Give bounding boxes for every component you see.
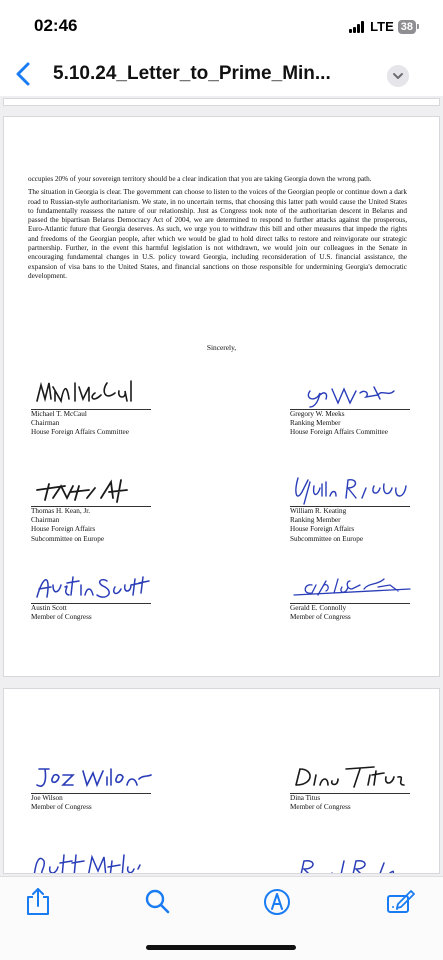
signature-block [31,571,181,622]
previous-page-edge [3,98,440,106]
signatory-title: Subcommittee on Europe [290,534,364,543]
signature-block [31,474,181,544]
signature-block [290,377,440,438]
network-type: LTE [370,19,394,34]
document-page-4 [3,116,440,677]
signatory-title: House Foreign Affairs [31,525,96,534]
annotate-icon[interactable] [384,886,416,918]
nav-bar [0,52,443,96]
signatory-title: Ranking Member [290,419,341,428]
kean-signature [31,474,161,506]
signatory-name: Gerald E. Connolly [290,604,347,612]
signatory-title: Member of Congress [31,613,92,622]
mccaul-signature [31,377,161,409]
battery-icon: 38 [398,20,416,34]
status-bar [0,0,443,52]
signatory-name: William R. Keating [290,507,347,515]
status-time: 02:46 [34,16,78,35]
letter-paragraph: The situation in Georgia is clear. The government can choose to listen to the voices of the Georgian people or continue down a dark road to Russian-style authoritarianism. We state, in no uncertain terms, that choosing this latter path would cause the United States to fundamentally reassess the nature of our relationship. Just as Congress took note of the authoritarian descent in Belarus and passed the bipartisan Belarus Democracy Act of 2004, we are determined to respond to further attacks against the prosperous, Euro-Atlantic future that Georgia deserves. As such, we urge you to withdraw this bill and other measures that impede the rights and freedoms of the Georgian people, after which we would be glad to hold direct talks to restore and reinvigorate our strategic partnership. Further, in the event this harmful legislation is not withdrawn, we would join our colleagues in the Senate in encouraging fundamental changes in U.S. policy toward Georgia, including reconsideration of U.S. financial assistance, the expansion of visa bans to the United States, and financial sanctions on those responsible for undermining Georgia's democratic development. [28,188,407,280]
signatory-name: Joe Wilson [31,794,63,802]
share-icon[interactable] [22,886,54,918]
cellular-signal-icon [349,21,365,33]
signatory-title: House Foreign Affairs [290,525,355,534]
meeks-signature [290,377,420,409]
signatory-title: Member of Congress [31,803,92,812]
connolly-signature [290,571,420,603]
wilson-signature [31,761,161,793]
scott-signature [31,571,161,603]
document-page-5 [3,688,440,874]
partial-signature [28,849,168,874]
signatory-title: Member of Congress [290,613,351,622]
document-title[interactable]: 5.10.24_Letter_to_Prime_Min... [53,63,331,84]
signature-block [290,761,440,812]
letter-body [28,175,407,285]
bottom-toolbar [0,876,443,960]
signatory-name: Thomas H. Kean, Jr. [31,507,91,515]
signatory-name: Austin Scott [31,604,67,612]
signature-block [290,571,440,622]
titus-signature [290,761,420,793]
signatory-title: Ranking Member [290,516,341,525]
markup-icon[interactable] [261,886,293,918]
back-chevron-icon[interactable] [11,61,37,87]
signatory-name: Gregory W. Meeks [290,410,345,418]
status-indicators [349,19,419,34]
letter-paragraph: occupies 20% of your sovereign territory should be a clear indication that you are taking Georgia down the wrong path. [28,175,372,183]
signature-block [290,474,440,544]
signature-block [31,377,181,438]
search-icon[interactable] [142,886,174,918]
letter-closing: Sincerely, [206,343,237,352]
signatory-title: Member of Congress [290,803,351,812]
signature-block [31,761,181,812]
signatory-title: House Foreign Affairs Committee [31,428,129,437]
signatory-title: Chairman [31,516,60,525]
signatory-title: House Foreign Affairs Committee [290,428,388,437]
signatory-name: Michael T. McCaul [31,410,87,418]
signatory-title: Subcommittee on Europe [31,534,105,543]
home-indicator[interactable] [146,945,296,950]
battery-tip [417,24,419,29]
chevron-down-icon[interactable] [387,65,409,87]
signatory-name: Dina Titus [290,794,321,802]
keating-signature [290,474,420,506]
signatory-title: Chairman [31,419,60,428]
partial-signature [294,855,414,874]
